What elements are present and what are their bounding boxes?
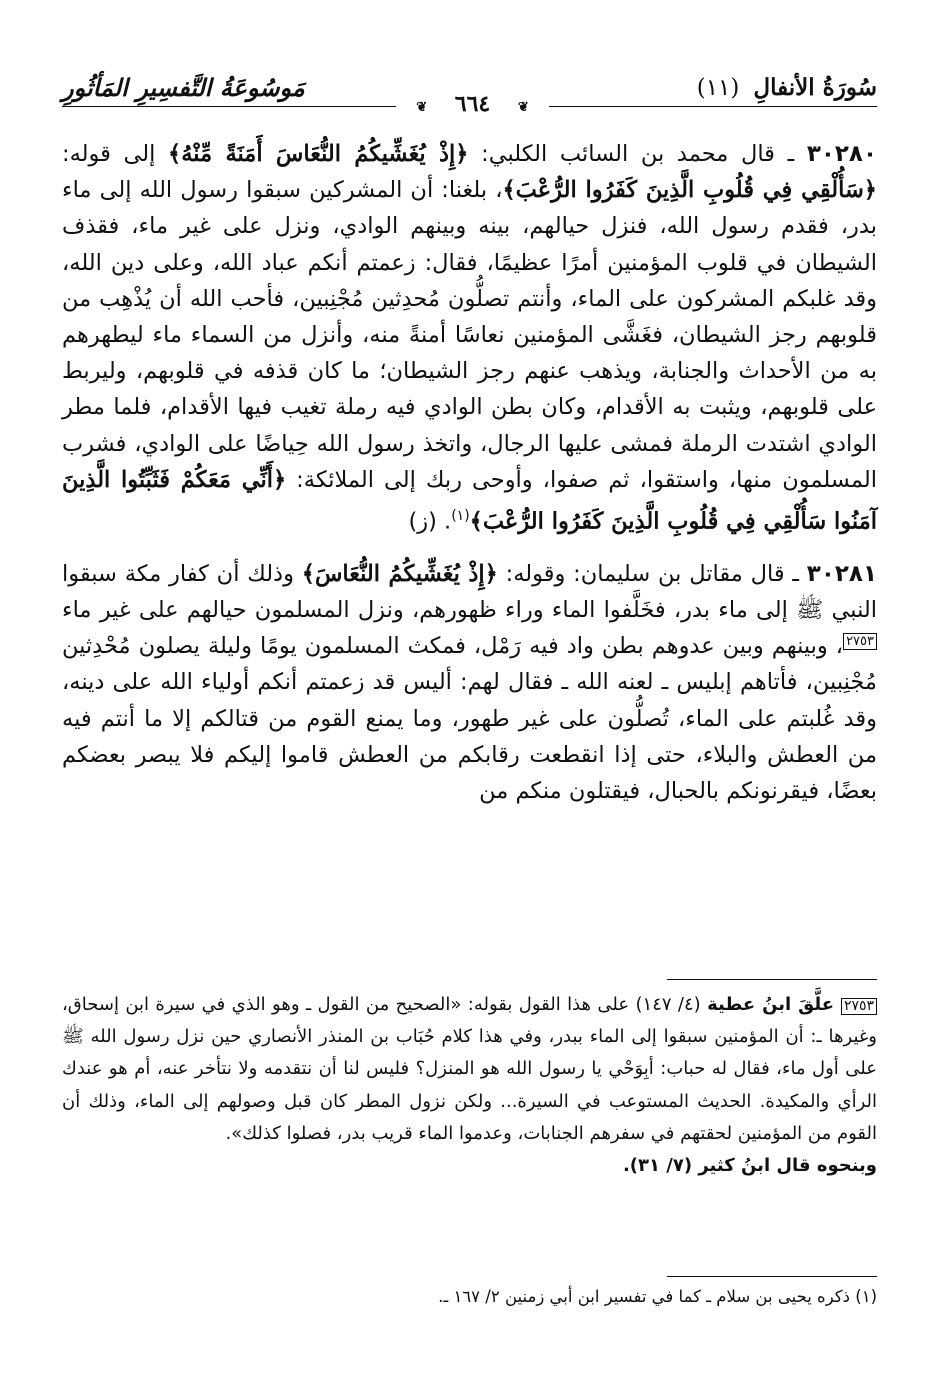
page-number [0,91,945,117]
footnote-author: ابنُ كثير [698,1155,771,1177]
text: إلى قوله: [62,141,169,167]
ornament-icon: ❦ [508,100,539,115]
boxed-footnote-ref: ٢٧٥٣ [841,998,877,1015]
source-tag: . (ز) [408,508,452,535]
text: وذلك أن كفار مكة سبقوا النبي ﷺ إلى ماء بدر، فخَلَّفوا الماء وراء ظهورهم، ونزل المسلمون حيالهم على غير ماء [62,560,877,623]
page-number-text: ٦٦٤ [445,91,500,117]
paragraph-30280 [62,136,877,540]
text: ، وبينهم وبين عدوهم بطن واد فيه رَمْل، فمكث المسلمون يومًا وليلة يصلون مُحْدِثين مُجْنِبين، فأتاهم إبليس ـ لعنه الله ـ فقال لهم: أليس قد زعمتم أنكم أولياء الله على دينه، وقد غُلبتم على الماء، تُصلُّون على غير طهور، وما يمنع القوم من قتالكم إلا ما أنتم فيه من العطش والبلاء، حتى إذا انقطعت رقابكم من العطش قاموا إليكم فلا يبصر بعضكم بعضًا، فيقرنونكم بالحبال، فيقتلون منكم من [62,633,877,804]
quran-verse: ﴿إِذْ يُغَشِّيكُمُ النُّعَاسَ أَمَنَةً مِّنْهُ﴾ [168,141,469,167]
surah-number: (١١) [696,74,740,101]
footnote-1: (١) ذكره يحيى بن سلام ـ كما في تفسير ابن أبي زمنين ٢/ ١٦٧ ـ. [438,1287,877,1306]
footnote-text: وبنحوه قال [770,1155,877,1177]
footnote-2753 [62,989,877,1182]
text: ـ قال محمد بن السائب الكلبي: [468,141,807,167]
footnote-separator [667,1276,877,1277]
footnote-lead: علَّقَ ابنُ عطية [707,994,841,1015]
paragraph-30281 [62,556,877,809]
footnote-separator [667,979,877,980]
text: ، بلغنا: أن المشركين سبقوا رسول الله إلى ماء بدر، فقدم رسول الله، فنزل حيالهم، بينه وبينهم الوادي، ونزل على غير ماء، فقذف الشيطان في قلوب المؤمنين أمرًا عظيمًا، فقال: زعمتم أنكم عباد الله، وعلى دين الله، وقد غلبكم المشركون على الماء، وأنتم تصلُّون مُحدِثين مُجْنِبين، فأحب الله أن يُذْهِب من قلوبهم رجز الشيطان، فغَشَّى المؤمنين نعاسًا أمنةً منه، وأنزل من السماء ماء ليطهرهم به من الأحداث والجنابة، ويذهب عنهم رجز الشيطان؛ ما كان قذفه في قلوبهم، وليربط على قلوبهم، ويثبت به الأقدام، وكان بطن الوادي فيه رملة تغيب فيها الأقدام، فلما مطر الوادي اشتدت الرملة فمشى عليها الرجال، واتخذ رسول الله حِياضًا على الوادي، فشرب المسلمون منها، واستقوا، ثم صفوا، وأوحى ربك إلى الملائكة: [62,177,877,493]
main-text [62,136,877,825]
boxed-footnote-ref: ٢٧٥٣ [843,633,877,650]
surah-name: سُورَةُ الأنفالِ [753,73,877,101]
footnote-text: (٧/ ٣١). [622,1155,699,1177]
footnote-text: (٤/ ١٤٧) على هذا القول بقوله: «الصحيح من القول ـ وهو الذي في سيرة ابن إسحاق، وغيرها ـ: أن المؤمنين سبقوا إلى الماء ببدر، وفي هذا كلام حُبَاب بن المنذر الأنصاري حين نزل رسول الله ﷺ على أول ماء، فقال له حباب: أبِوَحْي يا رسول الله هو المنزل؟ فليس لنا أن نتقدمه ولا نتأخر عنه، أم هو عندك الرأي والمكيدة. الحديث المستوعب في السيرة... ولكن نزول المطر كان قبل وصولهم إلى الماء، وذلك أن القوم من المؤمنين لحقتهم في سفرهم الجنابات، وعدموا الماء قريب بدر، فصلوا كذلك». [62,994,877,1144]
quran-verse: ﴿إِذْ يُغَشِّيكُمُ النُّعَاسَ﴾ [301,560,498,587]
narration-number: ٣٠٢٨٠ [806,141,878,167]
footnote-ref: (١) [451,508,470,525]
ornament-icon: ❦ [406,100,437,115]
quran-verse: ﴿سَأُلْقِي فِي قُلُوبِ الَّذِينَ كَفَرُوا الرُّعْبَ﴾ [502,177,877,204]
text: ـ قال مقاتل بن سليمان: وقوله: [497,560,807,587]
book-title: مَوسُوعَةُ التَّفسِيرِ المَأثُورِ [62,72,305,102]
quran-verse: ﴿أَنِّي مَعَكُمْ فَثَبِّتُوا الَّذِينَ آمَنُوا سَأُلْقِي فِي قُلُوبِ الَّذِينَ كَفَرُوا الرُّعْبَ﴾ [62,466,877,535]
narration-number: ٣٠٢٨١ [806,560,877,587]
